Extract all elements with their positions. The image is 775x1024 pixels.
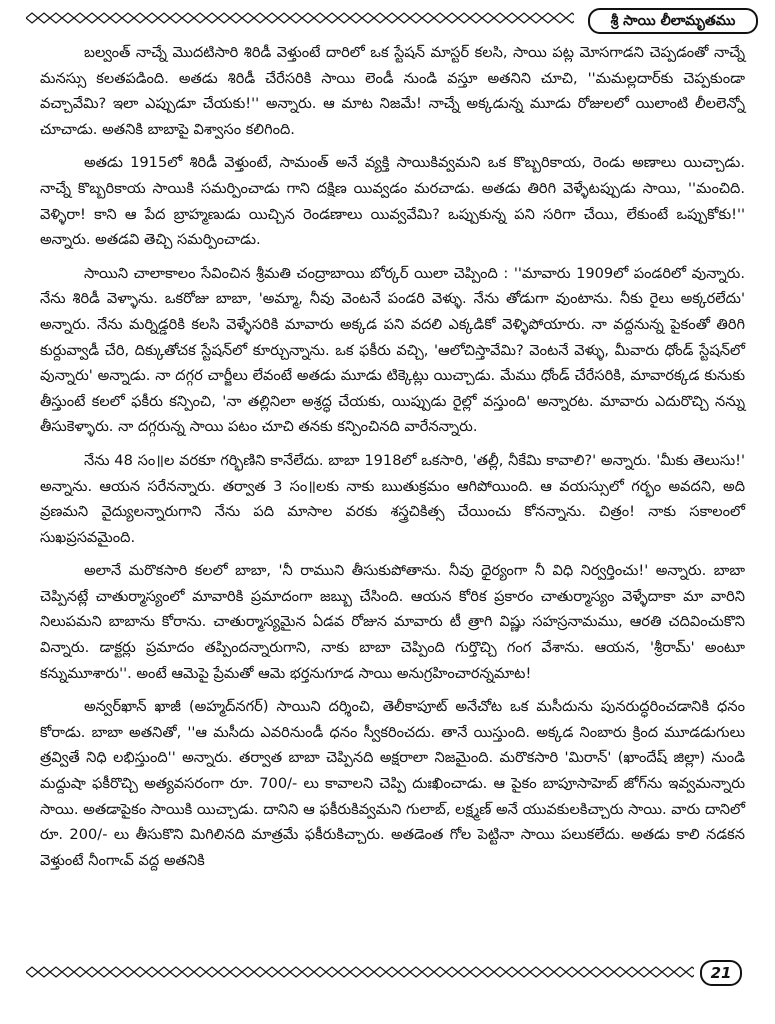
bottom-ornamental-border [26,966,694,978]
paragraph: అన్వర్‌ఖాన్ ఖాజీ (అహ్మద్‌నగర్) సాయిని దర్శించి, తెలీకాపూట్ అనేచోట ఒక మసీదును పునరుద్ధరించడానికి ధనం కోరాడు. బాబా అతనితో, ''ఆ మసీదు ఎవరినుండీ ధనం స్వీకరించదు. తానే యిస్తుంది. అక్కడ నింబారు క్రింద మూడడుగులు త్రవ్వితే నిధి లభిస్తుంది'' అన్నారు. తర్వాత బాబా చెప్పినది అక్షరాలా నిజమైంది. మరొకసారి 'మిరాన్' (ఖాందేష్ జిల్లా) నుండి మద్దుషా ఫకీరొచ్చి అత్యవసరంగా రూ. 700/- లు కావాలని చెప్పి దుఃఖించాడు. ఆ పైకం బాపూసాహెబ్ జోగ్‌ను ఇవ్వమన్నారు సాయి. అతడాపైకం సాయికి యిచ్చాడు. దానిని ఆ ఫకీరుకివ్వమని గులాబ్, లక్ష్మణ్ అనే యువకులకిచ్చారు సాయి. వారు దానిలో రూ. 200/- లు తీసుకొని మిగిలినది మాత్రమే ఫకీరుకిచ్చారు. అతడెంత గోల పెట్టినా సాయి పలుకలేదు. అతడు కాలి నడకన వెళ్తుంటే నీంగాఁవ్ వద్ద అతనికి [40,698,745,869]
paragraph: అతడు 1915లో శిరిడీ వెళ్తుంటే, సామంత్ అనే వ్యక్తి సాయికివ్వమని ఒక కొబ్బరికాయ, రెండు అణాలు యిచ్చాడు. నాచ్నే కొబ్బరికాయ సాయికి సమర్పించాడు గాని దక్షిణ యివ్వడం మరచాడు. అతడు తిరిగి వెళ్ళేటప్పుడు సాయి, ''మంచిది. వెళ్ళిరా! కాని ఆ పేద బ్రాహ్మణుడు యిచ్చిన రెండణాలు యివ్వవేమి? ఒప్పుకున్న పని సరిగా చేయి, లేకుంటే ఒప్పుకోకు!'' అన్నారు. అతడవి తెచ్చి సమర్పించాడు. [40,154,745,249]
paragraph: సాయిని చాలాకాలం సేవించిన శ్రీమతి చంద్రాబాయి బోర్కర్ యిలా చెప్పింది : ''మావారు 1909లో పండరిలో వున్నారు. నేను శిరిడీ వెళ్ళాను. ఒకరోజు బాబా, 'అమ్మా, నీవు వెంటనే పండరి వెళ్ళు. నేను తోడుగా వుంటాను. నీకు రైలు అక్కరలేదు' అన్నారు. నేను మర్నిడ్డరికి కలసి వెళ్ళేసరికి మావారు అక్కడ పని వదలి ఎక్కడికో వెళ్ళిపోయారు. నా వద్దనున్న పైకంతో తిరిగి కుర్దువ్వాడీ చేరి, దిక్కుతోచక స్టేషన్‌లో కూర్చున్నాను. ఒక ఫకీరు వచ్చి, 'ఆలోచిస్తావేమి? వెంటనే వెళ్ళు, మీవారు ధోండ్ స్టేషన్‌లో వున్నారు' అన్నాడు. నా దగ్గర చార్జీలు లేవంటే అతడు మూడు టిక్కెట్లు యిచ్చాడు. మేము ధోండ్ చేరేసరికి, మావారక్కడ కునుకు తీస్తుంటే కలలో ఫకీరు కన్పించి, 'నా తల్లినిలా అశ్రద్ధ చేయకు, యిప్పుడు రైల్లో వస్తుంది' అన్నారట. మావారు ఎదురొచ్చి నన్ను తీసుకెళ్ళారు. నా దగ్గరున్న సాయి పటం చూచి తనకు కన్పించినది వారేనన్నారు. [40,264,745,436]
paragraph: అలానే మరొకసారి కలలో బాబా, 'నీ రాముని తీసుకుపోతాను. నీవు ధైర్యంగా నీ విధి నిర్వర్తించు!' అన్నారు. బాబా చెప్పినట్లే చాతుర్మాస్యంలో మావారికి ప్రమాదంగా జబ్బు చేసింది. ఆయన కోరిక ప్రకారం చాతుర్మాస్యం వెళ్ళేదాకా మా వారిని నిలుపమని బాబాను కోరాను. చాతుర్మాస్యమైన ఏడవ రోజున మావారు టీ త్రాగి విష్ణు సహస్రనామము, ఆరతి చదివించుకొని విన్నారు. డాక్టర్లు ప్రమాదం తప్పిందన్నారుగాని, నాకు బాబా చెప్పింది గుర్తొచ్చి గంగ వేశాను. ఆయన, 'శ్రీరామ్' అంటూ కన్నుమూశారు''. అంటే ఆమెపై ప్రేమతో ఆమె భర్తనుగూడ సాయి అనుగ్రహించారన్నమాట! [40,562,745,682]
paragraph: బల్వంత్ నాచ్నే మొదటిసారి శిరిడీ వెళ్తుంటే దారిలో ఒక స్టేషన్ మాస్టర్ కలసి, సాయి పట్ల మోసగాడని చెప్పడంతో నాచ్నే మనస్సు కలతపడింది. అతడు శిరిడీ చేరేసరికి సాయి లెండీ నుండి వస్తూ అతనిని చూచి, ''మమల్లదార్‌కు చెప్పకుండా వచ్చావేమి? ఇలా ఎప్పుడూ చేయకు!'' అన్నారు. ఆ మాట నిజమే! నాచ్నే అక్కడున్న మూడు రోజులలో యిలాంటి లీలలెన్నో చూచాడు. అతనికి బాబాపై విశ్వాసం కలిగింది. [40,44,745,138]
running-header-title: శ్రీ సాయి లీలామృతము [588,8,758,34]
top-ornamental-border [26,12,574,24]
page-body [40,40,745,881]
page-number: 21 [700,960,742,986]
paragraph: నేను 48 సం॥ల వరకూ గర్భిణిని కానేలేదు. బాబా 1918లో ఒకసారి, 'తల్లీ, నీకేమి కావాలి?' అన్నారు. 'మీకు తెలుసు!' అన్నాను. ఆయన సరేనన్నారు. తర్వాత 3 సం॥లకు నాకు ఋతుక్రమం ఆగిపోయింది. ఆ వయస్సులో గర్భం అవదని, అది వ్రణమని వైద్యులన్నారుగాని నేను పది మాసాల వరకు శస్త్రచికిత్స చేయించు కోనన్నాను. చిత్రం! నాకు సకాలంలో సుఖప్రసవమైంది. [40,451,745,546]
